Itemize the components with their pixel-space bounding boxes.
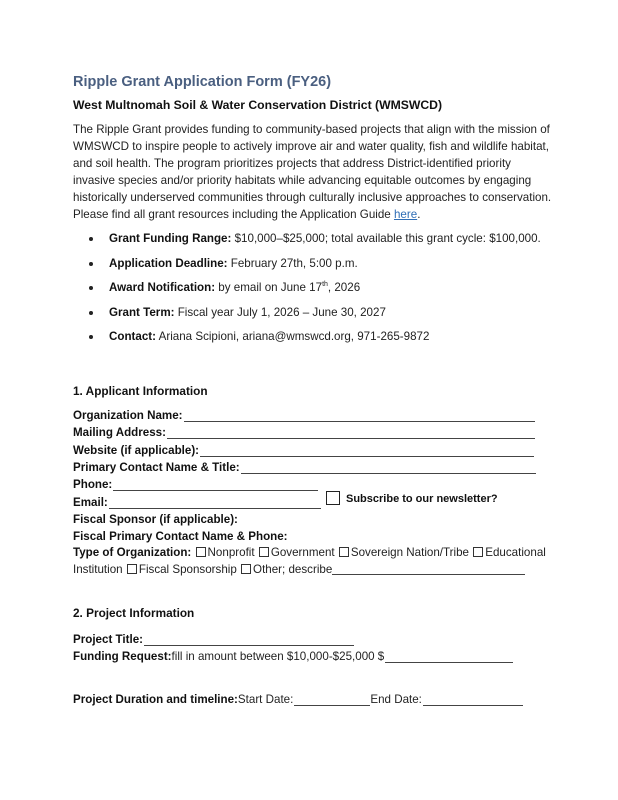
- phone-field[interactable]: Phone:: [73, 475, 318, 491]
- primary-contact-field[interactable]: Primary Contact Name & Title:: [73, 458, 536, 474]
- newsletter-checkbox[interactable]: [326, 491, 340, 505]
- project-title-input[interactable]: [144, 633, 354, 646]
- grant-details-list: [73, 231, 553, 354]
- list-item-funding-range: Grant Funding Range: $10,000–$25,000; total available this grant cycle: $100,000.: [73, 231, 553, 256]
- project-title-field[interactable]: Project Title:: [73, 630, 354, 646]
- list-item-contact: Contact: Ariana Scipioni, ariana@wmswcd.org, 971-265-9872: [73, 329, 553, 354]
- other-describe-input[interactable]: [332, 562, 525, 575]
- newsletter-label: Subscribe to our newsletter?: [346, 493, 498, 505]
- mailing-address-input[interactable]: [167, 426, 535, 439]
- fiscal-sponsor-field[interactable]: Fiscal Sponsor (if applicable):: [73, 513, 238, 526]
- website-field[interactable]: Website (if applicable):: [73, 441, 534, 457]
- project-duration-field: Project Duration and timeline: Start Date: End Date:: [73, 690, 523, 706]
- phone-input[interactable]: [113, 478, 318, 491]
- organization-type-group: Type of Organization: Nonprofit Government Sovereign Nation/Tribe Educational Institution Fiscal Sponsorship Other; describe: [73, 546, 546, 576]
- application-guide-link[interactable]: here: [393, 208, 418, 221]
- bullet-icon: [89, 262, 93, 266]
- educational-institution-checkbox[interactable]: [473, 547, 483, 557]
- list-item-deadline: Application Deadline: February 27th, 5:00 p.m.: [73, 256, 553, 281]
- primary-contact-input[interactable]: [241, 461, 536, 474]
- list-item-award-notification: Award Notification: by email on June 17th, 2026: [73, 280, 553, 305]
- section-heading-applicant: 1. Applicant Information: [73, 384, 208, 398]
- email-input[interactable]: [109, 496, 321, 509]
- start-date-input[interactable]: [294, 693, 370, 706]
- government-checkbox[interactable]: [259, 547, 269, 557]
- bullet-icon: [89, 311, 93, 315]
- email-field[interactable]: Email:: [73, 493, 321, 509]
- fiscal-sponsorship-checkbox[interactable]: [127, 564, 137, 574]
- funding-amount-input[interactable]: [385, 650, 513, 663]
- intro-paragraph: The Ripple Grant provides funding to community-based projects that align with the mission of WMSWCD to inspire people to actively improve air and water quality, fish and wildlife habitat, and soil health. The program prioritizes projects that address District-identified priority invasive species and/or priority habitats while advancing equitable outcomes by engaging historically underserved communities through culturally inclusive approaches to conservation. Please find all grant resources including the Application Guide here.: [73, 123, 552, 221]
- funding-request-field[interactable]: Funding Request: fill in amount between $10,000-$25,000 $: [73, 647, 513, 663]
- page-title: Ripple Grant Application Form (FY26): [73, 74, 332, 90]
- bullet-icon: [89, 286, 93, 290]
- section-heading-project: 2. Project Information: [73, 606, 195, 620]
- organization-subtitle: West Multnomah Soil & Water Conservation District (WMSWCD): [73, 98, 443, 112]
- intro-text: The Ripple Grant provides funding to community-based projects that align with the mission of WMSWCD to inspire people to actively improve air and water quality, fish and wildlife habitat, and soil health. The program prioritizes projects that address District-identified priority invasive species and/or priority habitats while advancing equitable outcomes by engaging historically underserved communities through culturally inclusive approaches to conservation. Please find all grant resources including the Application Guide: [73, 123, 552, 221]
- organization-name-field[interactable]: Organization Name:: [73, 406, 535, 422]
- other-checkbox[interactable]: [241, 564, 251, 574]
- mailing-address-field[interactable]: Mailing Address:: [73, 423, 535, 439]
- bullet-icon: [89, 237, 93, 241]
- list-item-grant-term: Grant Term: Fiscal year July 1, 2026 – June 30, 2027: [73, 305, 553, 330]
- end-date-input[interactable]: [423, 693, 523, 706]
- website-input[interactable]: [200, 444, 534, 457]
- fiscal-contact-field[interactable]: Fiscal Primary Contact Name & Phone:: [73, 530, 288, 543]
- sovereign-nation-checkbox[interactable]: [339, 547, 349, 557]
- organization-name-input[interactable]: [184, 409, 535, 422]
- nonprofit-checkbox[interactable]: [196, 547, 206, 557]
- bullet-icon: [89, 335, 93, 339]
